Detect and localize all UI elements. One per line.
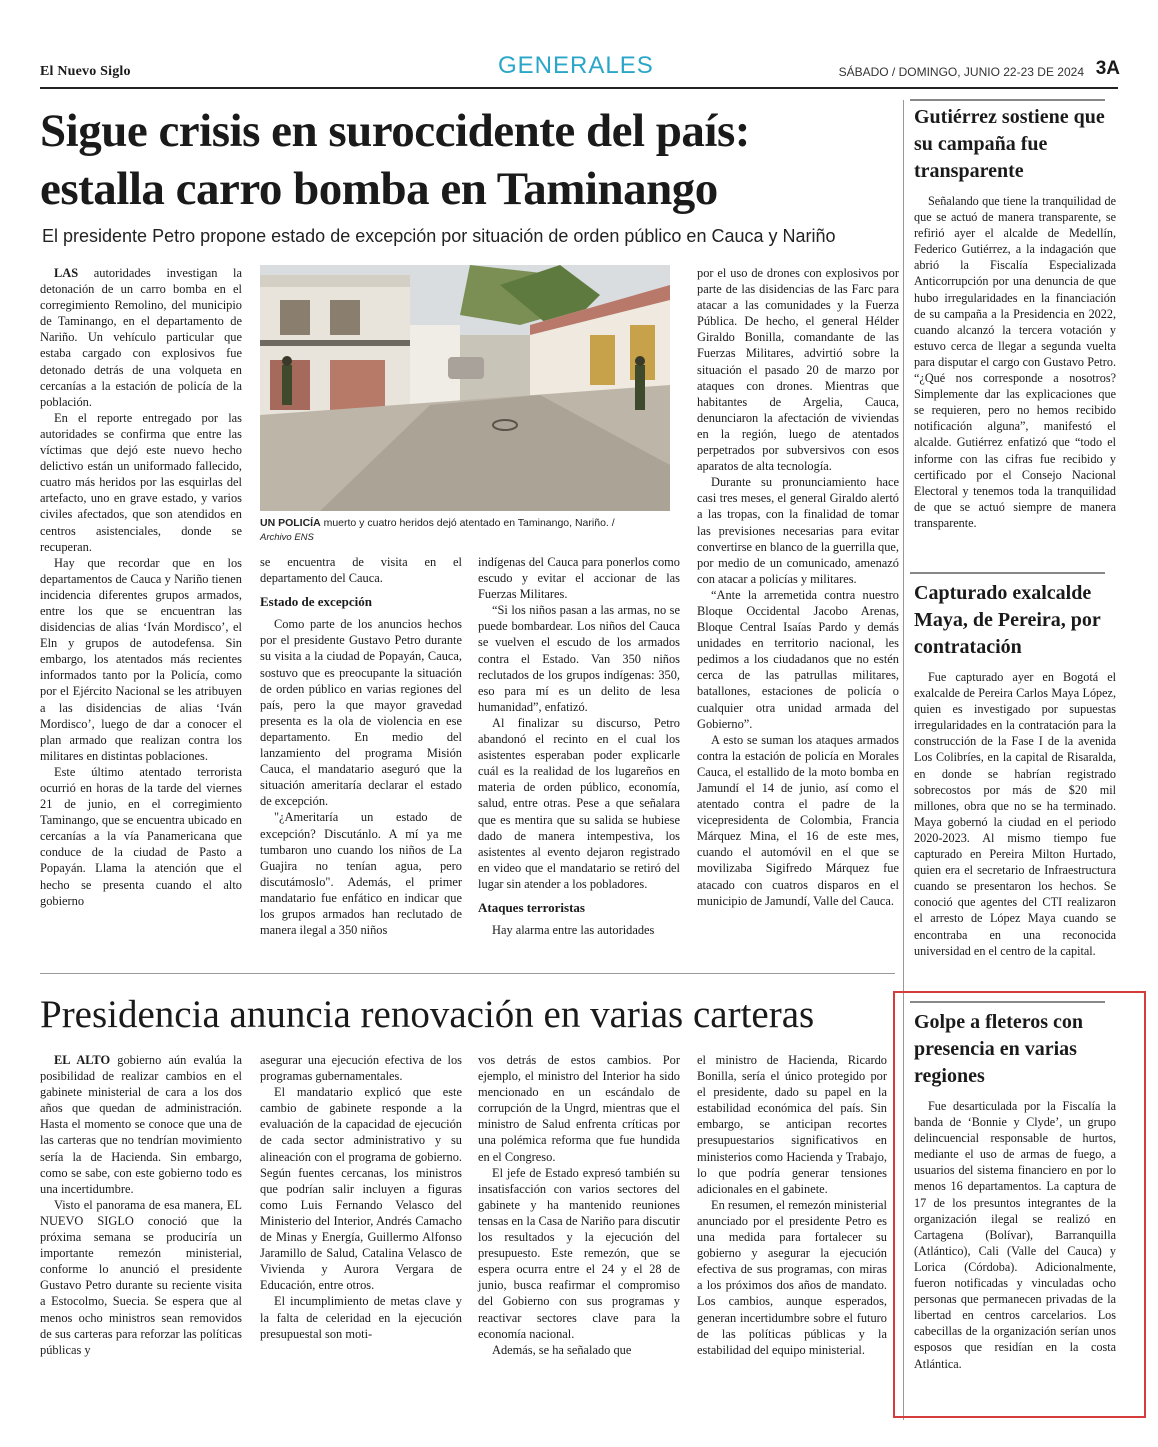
paragraph: asegurar una ejecución efectiva de los programas gubernamentales. — [260, 1053, 462, 1084]
paragraph: Visto el panorama de esa manera, EL NUEVO SIGLO conoció que la próxima semana se produciría un importante remezón ministerial, conforme lo anunció el presidente Gustavo Petro durante su reciente visita a Estocolmo, Suecia. Se espera que al menos ocho ministros sean removidos de sus carteras para reforzar las políticas públicas y — [40, 1197, 242, 1357]
street-scene-image — [260, 265, 670, 511]
sidebar-rule — [910, 99, 1105, 101]
paragraph: “Ante la arremetida contra nuestro Bloque Occidental Jacobo Arenas, Bloque Central Isaías Pardo y demás unidades en territorio nacional, les pedimos a los ciudadanos que no estén cerca de las patrullas militares, batallones, estaciones de policía o cualquier otra unidad armada del Gobierno”. — [697, 587, 899, 731]
second-column-3 — [478, 1052, 680, 1358]
second-column-4 — [697, 1052, 887, 1358]
paragraph: vos detrás de estos cambios. Por ejemplo, el ministro del Interior ha sido mencionado en un escándalo de corrupción de la Ungrd, mientras que el ministro de Salud enfrenta críticas por una polémica reforma que fue hundida en el Congreso. — [478, 1053, 680, 1164]
caption-lead: UN POLICÍA — [260, 517, 321, 529]
paragraph: se encuentra de visita en el departamento del Cauca. — [260, 555, 462, 586]
caption-text: muerto y cuatro heridos dejó atentado en Taminango, Nariño. / — [320, 517, 615, 529]
paragraph: A esto se suman los ataques armados contra la estación de policía en Morales Cauca, el estallido de la moto bomba en Jamundí el 14 de junio, así como el atentado contra el padre de la vicepresidenta de Colombia, Francia Márquez Mina, el 16 de este mes, cuando el automóvil en el que se movilizaba Sigifredo Márquez fue atacado con cuatros disparos en el municipio de Jamundí, Valle del Cauca. — [697, 732, 899, 908]
main-headline-line2: estalla carro bomba en Taminango — [40, 163, 718, 215]
paragraph: el ministro de Hacienda, Ricardo Bonilla, sería el único protegido por el presidente, dado su papel en la estabilidad económica del país. Sin embargo, se anticipan recortes presupuestarios significativos en ministerios como Hacienda y Trabajo, lo que podría generar tensiones adicionales en el gabinete. — [697, 1053, 887, 1196]
sidebar-headline: Golpe a fleteros con presencia en varias regiones — [914, 1011, 1084, 1087]
sidebar-body: Fue capturado ayer en Bogotá el exalcalde de Pereira Carlos Maya López, quien es investigado por supuestas irregularidades en la contratación para la construcción de la Fase I de la avenida Los Colibríes, en la capital de Risaralda, en donde se habrían registrado sobrecostos por más de $20 mil millones, obra que no se ha terminado. Maya gobernó la ciudad en el periodo 2020-2023. Al mismo tiempo fue capturado en Pereira Milton Hurtado, quien era el secretario de Infraestructura cuando se presentaron los hechos. Se conoció que agentes del CTI realizaron el arresto de López Maya cuando se encontraba en una reconocida universidad en el centro de la capital. — [914, 670, 1116, 958]
newspaper-brand: El Nuevo Siglo — [40, 64, 131, 79]
sidebar-headline: Capturado exalcalde Maya, de Pereira, por contratación — [914, 582, 1101, 658]
news-photo — [260, 265, 670, 511]
paragraph: gobierno aún evalúa la posibilidad de realizar cambios en el gabinete ministerial de cara a los dos años que quedan de administración. Hasta el momento se conoce que una de las carteras que no tendrían movimiento sería la de Hacienda. Sin embargo, como se sabe, con este gobierno todo es una incertidumbre. — [40, 1053, 242, 1196]
masthead — [40, 52, 1120, 88]
paragraph: Al finalizar su discurso, Petro abandonó el recinto en el cual los asistentes esperaban poder explicarle cuál es la realidad de los lugareños en materia de orden público, economía, salud, entre otras. Pese a que señalara que es mentira que su salida se hubiese dado de manera intempestiva, los asistentes al evento dejaron registrado en video que el mandatario se retiró del lugar sin atender a los pobladores. — [478, 715, 680, 891]
main-dek: El presidente Petro propone estado de excepción por situación de orden público en Cauca y Nariño — [42, 226, 836, 246]
section-label: GENERALES — [498, 52, 654, 79]
sidebar-headline: Gutiérrez sostiene que su campaña fue transparente — [914, 106, 1105, 182]
main-column-3 — [478, 554, 680, 938]
lead-word: EL ALTO — [54, 1053, 111, 1067]
paragraph: El jefe de Estado expresó también su insatisfacción con varios sectores del gabinete y ha mantenido reuniones tensas en la Casa de Nariño para discutir los resultados y la ejecución del presupuesto. Este remezón, que se espera ocurra entre el 24 y el 28 de junio, busca reafirmar el compromiso del Gobierno con sus programas y reactivar sectores clave para la economía nacional. — [478, 1165, 680, 1341]
photo-caption — [260, 516, 680, 545]
top-rule — [40, 87, 1118, 89]
main-column-2 — [260, 554, 462, 938]
paragraph: "¿Ameritaría un estado de excepción? Discutánlo. A mí ya me tumbaron uno cuando los niños de La Guajira no tenían agua, pero discutámoslo". Además, el primer mandatario fue enfático en indicar que los grupos armados han reclutado de manera ilegal a 350 niños — [260, 810, 462, 938]
dateline: SÁBADO / DOMINGO, JUNIO 22-23 DE 2024 — [838, 65, 1084, 79]
main-column-4 — [697, 265, 899, 909]
sidebar-rule — [910, 572, 1105, 574]
paragraph: Hay que recordar que en los departamentos de Cauca y Nariño tienen incidencia diferentes grupos armados, entre los que se encuentran las disidencias de alias ‘Iván Mordisco’, el Eln y grupos de autodefensa. Sin embargo, los atentados más recientes informados tanto por la Policía, como por el Ejército Nacional se les atribuyen a las disidencias de alias ‘Iván Mordisco’, luego de dar a conocer el plan armado que realizan contra los militares en distintas poblaciones. — [40, 555, 242, 763]
lead-word: LAS — [54, 266, 79, 280]
story-divider — [40, 973, 895, 974]
page-number: 3A — [1095, 58, 1120, 79]
sidebar-body: Fue desarticulada por la Fiscalía la banda de ‘Bonnie y Clyde’, un grupo delincuencial responsable de hurtos, mediante el uso de armas de fuego, a usuarios del sistema financiero en por lo menos 16 departamentos. La captura de 17 de los presuntos integrantes de la organización ilegal se realizó en Cartagena (Bolívar), Barranquilla (Atlántico), Cali (Valle del Cauca) y Lorica (Córdoba). Adicionalmente, fueron notificadas y vinculadas ocho personas que permanecen privadas de la libertad en centros carcelarios. Los cabecillas de la organización serían unos esposos que residían en la costa Atlántica. — [914, 1099, 1116, 1371]
main-column-1 — [40, 265, 242, 909]
paragraph: Además, se ha señalado que — [492, 1342, 632, 1357]
paragraph: Hay alarma entre las autoridades — [492, 923, 655, 938]
paragraph: Durante su pronunciamiento hace casi tres meses, el general Giraldo alertó a las tropas, con la finalidad de tomar las previsiones necesarias para evitar convertirse en blanco de la guerrilla que, por medio de un comunicado, amenazó con atacar a policías y militares. — [697, 475, 899, 586]
sidebar-story-maya — [914, 580, 1116, 959]
paragraph: indígenas del Cauca para ponerlos como escudo y evitar el accionar de las Fuerzas Militares. — [478, 555, 680, 602]
paragraph: En el reporte entregado por las autoridades se confirma que entre las víctimas que dejó este nuevo hecho delictivo están un uniformado fallecido, cuatro más heridos por las esquirlas del artefacto, uno en grave estado, y varios civiles afectados, que son atendidos en centros asistenciales, donde se recuperan. — [40, 410, 242, 554]
paragraph: El incumplimiento de metas clave y la falta de celeridad en la ejecución presupuestal son moti- — [260, 1294, 462, 1341]
paragraph: “Si los niños pasan a las armas, no se puede bombardear. Los niños del Cauca se vuelven el escudo de los armados contra el Estado. Van 350 niños reclutados de los grupos indígenas: 350, eso para mí es un delito de lesa humanidad”, enfatizó. — [478, 603, 680, 714]
paragraph: Este último atentado terrorista ocurrió en horas de la tarde del viernes 21 de junio, en el corregimiento Taminango, que se encuentra ubicado en cercanías a la vía Panamericana que conduce de la ciudad de Pasto a Popayán. Llama la atención que el hecho se presenta cuando el alto gobierno — [40, 764, 242, 908]
second-headline: Presidencia anuncia renovación en varias carteras — [40, 993, 815, 1036]
subhead: Ataques terroristas — [478, 899, 585, 915]
paragraph: Como parte de los anuncios hechos por el presidente Gustavo Petro durante su visita a la ciudad de Popayán, Cauca, sostuvo que es preocupante la situación de orden público en varias regiones del país, pero la que mayor gravedad presenta es la ola de violencia en ese departamento. En medio del lanzamiento del programa Misión Cauca, el mandatario aseguró que la situación ameritaría declarar el estado de excepción. — [260, 617, 462, 809]
main-headline — [40, 102, 900, 218]
paragraph: por el uso de drones con explosivos por parte de las disidencias de las Farc para atacar a las comunidades y la Fuerza Pública. De hecho, el general Hélder Giraldo Bonilla, comandante de las Fuerzas Militares, advirtió sobre la situación el pasado 20 de marzo por ataques con drones. Mientras que habitantes de Argelia, Cauca, denunciaron la afectación de viviendas en la región, luego de atentados perpetrados por subversivos con esos aparatos de alta tecnología. — [697, 266, 899, 474]
subhead: Estado de excepción — [260, 594, 372, 610]
photo-credit: Archivo ENS — [260, 532, 314, 543]
paragraph: autoridades investigan la detonación de un carro bomba en el corregimiento Remolino, del municipio de Taminango, en el departamento de Nariño. Un vehículo particular que estaba cargado con explosivos fue detonado detrás de una volqueta en cercanías a la estación de policía de la población. — [40, 266, 242, 409]
highlight-box — [893, 991, 1146, 1418]
second-column-1 — [40, 1052, 242, 1358]
sidebar-story-gutierrez — [914, 104, 1116, 531]
main-headline-line1: Sigue crisis en suroccidente del país: — [40, 105, 750, 157]
paragraph: El mandatario explicó que este cambio de gabinete responde a la evaluación de la capacidad de ejecución de cada sector administrativo y su alineación con el programa de gobierno. Según fuentes cercanas, los ministros que podrían salir incluyen a figuras como Luis Fernando Velasco del Ministerio del Interior, Andrés Camacho de Minas y Energía, Guillermo Alfonso Jaramillo de Salud, Catalina Velasco de Vivienda y Aurora Vergara de Educación, entre otros. — [260, 1085, 462, 1293]
sidebar-body: Señalando que tiene la tranquilidad de que se actuó de manera transparente, se refirió ayer el alcalde de Medellín, Federico Gutiérrez, a la indagación que abrió la Fiscalía Especializada Anticorrupción por una denuncia de que hubo irregularidades en la financiación de su campaña a la Presidencia en 2022, cuando alcanzó la tercera votación y estuvo cerca de llegar a segunda vuelta para disputar el cargo con Gustavo Petro. “¿Qué nos corresponde a nosotros? Simplemente dar las explicaciones que se requieren, pero no hemos recibido notificación alguna”, manifestó el alcalde. Gutiérrez enfatizó que “todo el informe con las cifras fue recibido y certificado por el Consejo Nacional Electoral y tenemos toda la tranquilidad de que se actuó siempre de manera transparente. — [914, 194, 1116, 530]
second-column-2 — [260, 1052, 462, 1342]
paragraph: En resumen, el remezón ministerial anunciado por el presidente Petro es una medida para fortalecer su gobierno y asegurar la ejecución efectiva de sus programas, con miras a los próximos dos años de mandato. Los cambios, aunque esperados, generan incertidumbre sobre el futuro de las políticas públicas y la estabilidad del equipo ministerial. — [697, 1197, 887, 1357]
